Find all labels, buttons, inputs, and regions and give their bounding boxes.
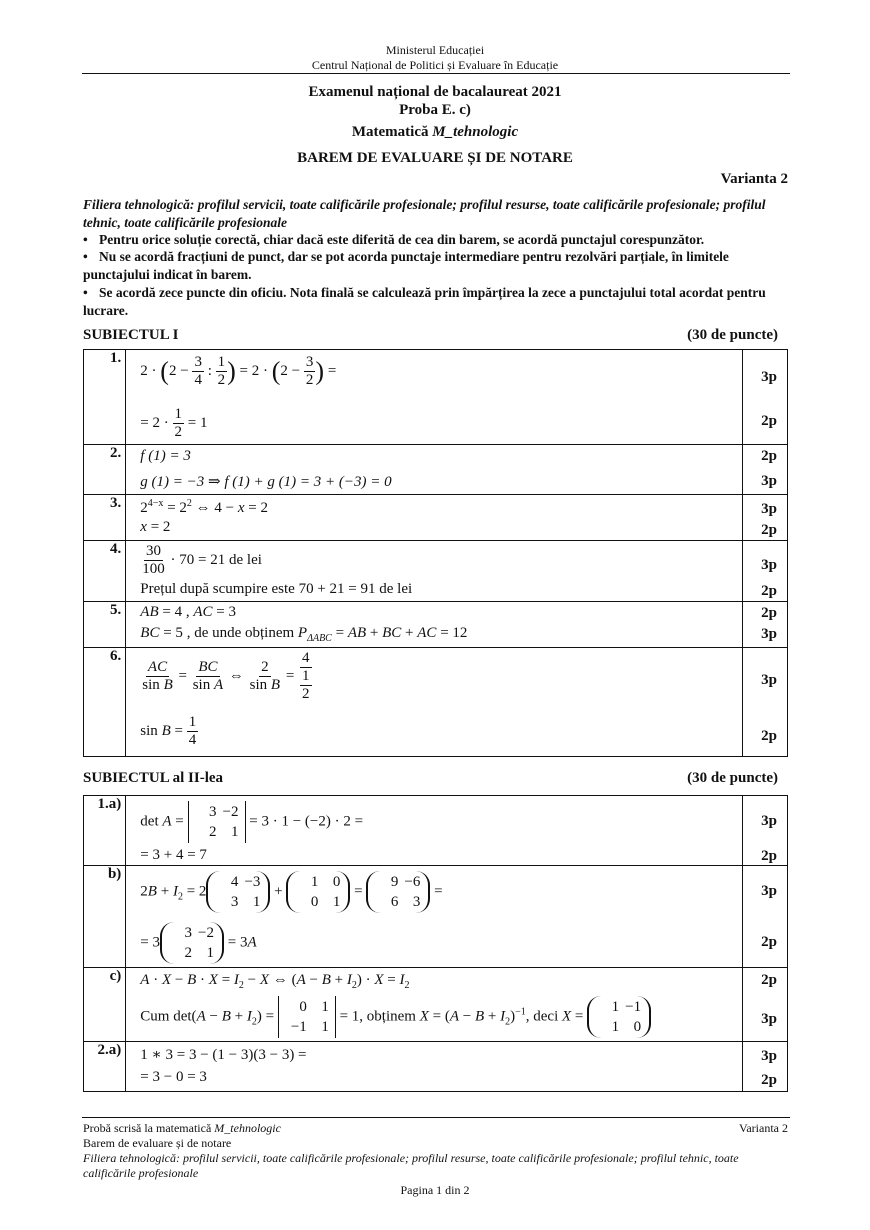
item-points: 2p 3p (742, 968, 787, 1042)
item-number: 1.a) (84, 796, 126, 866)
item-number: b) (84, 866, 126, 968)
subject-title: Matematică M_tehnologic (351, 124, 519, 140)
item-row (84, 648, 788, 757)
item-solution: f (1) = 3 g (1) = −3 ⇒ f (1) + g (1) = 3 + (−3) = 0 (126, 445, 742, 495)
item-solution: 2 · (2 − $\frac{3}{4}$ : $\frac{1}{2}$ ) = 2 · (2 − $\frac{3}{2}$ ) = = 2 · $\frac{1}{2}$ = 1 (126, 350, 742, 445)
item-solution: $2^{4-x} = 2^2$ ⇔ 4 − x = 2 x = 2 (126, 495, 742, 541)
item-row (84, 445, 788, 495)
footer-variant: Varianta 2 (739, 1121, 788, 1135)
footer-filiera: Filiera tehnologică: profilul servicii, toate calificările profesionale; profilul resurse, toate calificările profesionale; profilul tehnic, toate calificările profesionale (83, 1151, 739, 1180)
ministry-name: Ministerul Educației (385, 43, 485, 57)
item-solution: $\frac{AC}{\text{sin B}}$ = $\frac{BC}{\text{sin A}}$ ⇔ $\frac{2}{\text{sin B}}$ = 4 1 2 sin B = $\frac{1}{4}$ (126, 648, 742, 757)
item-points: 3p 2p (742, 495, 787, 541)
page-number: Pagina 1 din 2 (400, 1183, 470, 1197)
item-points: 3p 2p (742, 541, 787, 602)
exam-title: Examenul național de bacalaureat 2021 (308, 84, 562, 100)
footer-proba: Probă scrisă la matematică M_tehnologic (83, 1121, 281, 1135)
subiect2-points: (30 de puncte) (687, 770, 778, 786)
item-points: 3p 2p (742, 1042, 787, 1092)
item-row (84, 350, 788, 445)
subiect1-table (83, 349, 788, 757)
item-number: 2. (84, 445, 126, 495)
footer-rule (82, 1117, 790, 1118)
item-points: 2p 3p (742, 602, 787, 648)
bullet-3: • Se acordă zece puncte din oficiu. Nota finală se calculează prin împărțirea la zece a punctajului total acordat pentru lucrare. (83, 285, 766, 318)
subiect2-table (83, 795, 788, 1092)
item-row (84, 968, 788, 1042)
subiect2-title: SUBIECTUL al II-lea (83, 770, 224, 786)
footer-barem: Barem de evaluare și de notare (83, 1136, 232, 1150)
item-solution: det A = 3 −2 2 1 = 3 · 1 − (−2) · 2 = = 3 + 4 = 7 (126, 796, 742, 866)
item-number: 5. (84, 602, 126, 648)
item-number: 3. (84, 495, 126, 541)
subiect1-points: (30 de puncte) (687, 327, 778, 343)
item-number: 6. (84, 648, 126, 757)
item-row (84, 495, 788, 541)
item-solution: 1 ∗ 3 = 3 − (1 − 3)(3 − 3) = = 3 − 0 = 3 (126, 1042, 742, 1092)
subiect1-title: SUBIECTUL I (83, 327, 179, 343)
item-points: 2p 3p (742, 445, 787, 495)
item-row (84, 1042, 788, 1092)
item-points: 3p 2p (742, 866, 787, 968)
bullet-1: • Pentru orice soluție corectă, chiar dacă este diferită de cea din barem, se acordă punctajul corespunzător. (83, 232, 705, 247)
variant-label: Varianta 2 (720, 171, 788, 187)
item-row (84, 866, 788, 968)
item-points: 3p 2p (742, 648, 787, 757)
item-points: 3p 2p (742, 796, 787, 866)
item-number: 1. (84, 350, 126, 445)
item-number: 2.a) (84, 1042, 126, 1092)
item-number: 4. (84, 541, 126, 602)
proba-title: Proba E. c) (399, 102, 471, 118)
bullet-2: • Nu se acordă fracțiuni de punct, dar se pot acorda punctaje intermediare pentru rezolvări parțiale, în limitele punctajului indicat în barem. (83, 249, 729, 282)
barem-title: BAREM DE EVALUARE ȘI DE NOTARE (297, 150, 573, 166)
item-solution: $\frac{30}{100}$ · 70 = 21 de lei Prețul după scumpire este 70 + 21 = 91 de lei (126, 541, 742, 602)
item-row (84, 541, 788, 602)
center-name: Centrul Național de Politici și Evaluare în Educație (311, 58, 559, 72)
item-number: c) (84, 968, 126, 1042)
item-solution: AB = 4 , AC = 3 BC = 5 , de unde obținem $P_{\Delta ABC}$ = AB + BC + AC = 12 (126, 602, 742, 648)
item-row (84, 602, 788, 648)
item-row (84, 796, 788, 866)
filiera-text: Filiera tehnologică: profilul servicii, toate calificările profesionale; profilul resurse, toate calificările profesionale; profilul tehnic, toate calificările profesionale (83, 197, 766, 230)
header-rule (82, 73, 790, 74)
item-solution: $2B + I_2 = 2$ 4 −3 3 1 + 1 0 0 1 = 9 −6 6 3 = = 3 3 −2 2 1 = 3A (126, 866, 742, 968)
item-solution: $A \cdot X - B \cdot X = I_2 - X$ ⇔ $(A - B + I_2) \cdot X = I_2$ Cum $\det(A - B + I_2)$ = 0 1 −1 1 = 1, obținem $X = (A - B + I_2)^{-1}$, deci X = 1 −1 1 0 (126, 968, 742, 1042)
item-points: 3p 2p (742, 350, 787, 445)
